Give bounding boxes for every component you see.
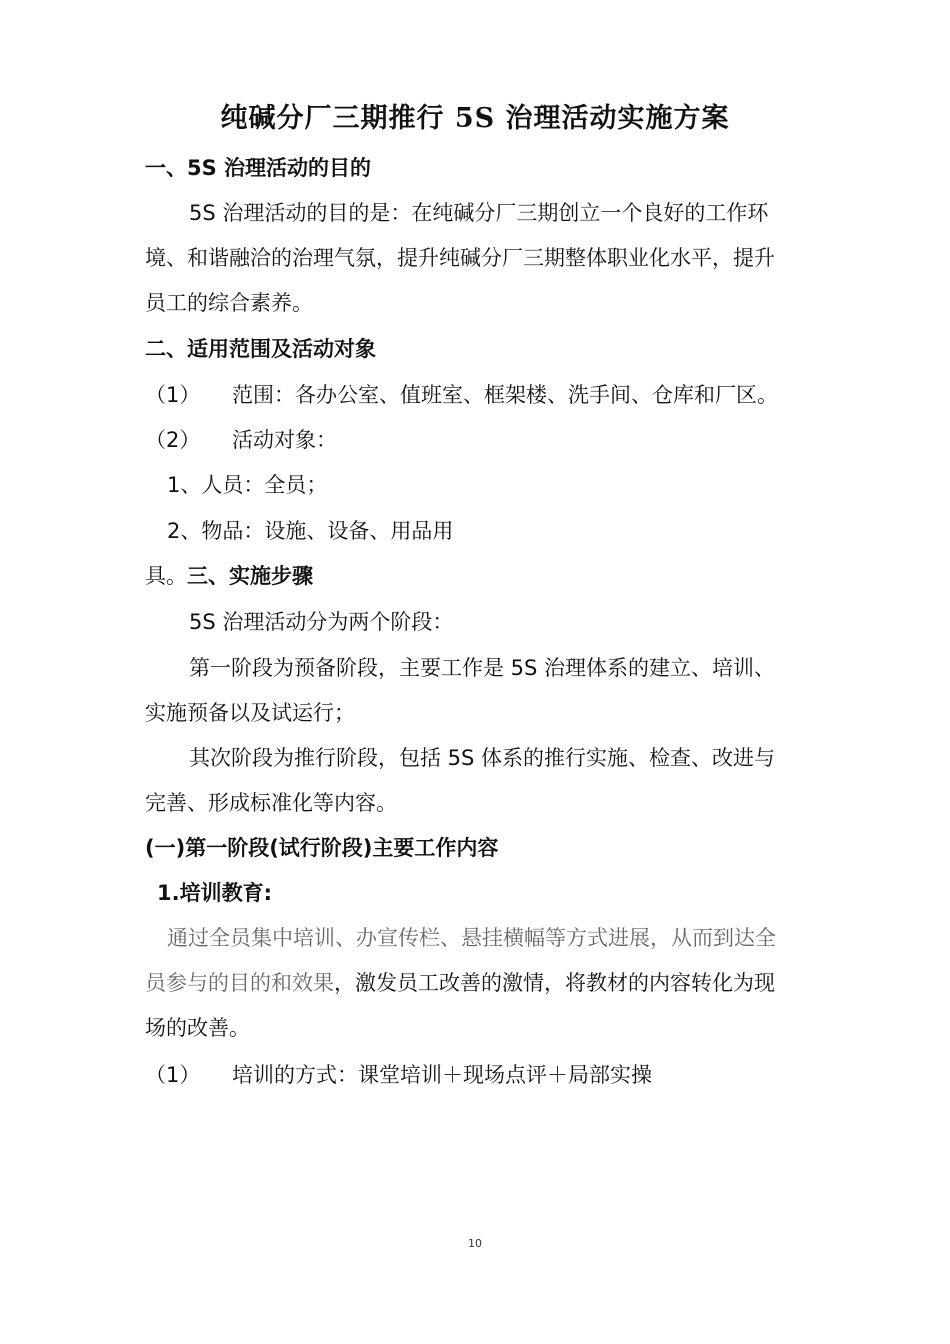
phase-1-heading: (一)第一阶段(试行阶段)主要工作内容 — [145, 836, 499, 860]
target-sub-item-goods: 2、物品：设施、设备、用品用 — [167, 519, 454, 543]
training-heading: 1.培训教育: — [157, 881, 272, 905]
target-sub-item-personnel: 1、人员：全员； — [167, 473, 328, 497]
training-method-text: 培训的方式：课堂培训＋现场点评＋局部实操 — [232, 1063, 652, 1087]
section-3-paragraph-3-line-1: 其次阶段为推行阶段，包括 5S 体系的推行实施、检查、改进与 — [189, 746, 776, 770]
section-3-paragraph-3-line-2: 完善、形成标准化等内容。 — [145, 791, 397, 815]
section-1-paragraph-line-2: 境、和谐融洽的治理气氛，提升纯碱分厂三期整体职业化水平，提升 — [145, 246, 775, 270]
section-1-heading: 一、5S 治理活动的目的 — [145, 156, 372, 180]
section-3-heading: 三、实施步骤 — [187, 564, 313, 588]
section-2-heading: 二、适用范围及活动对象 — [145, 337, 376, 361]
page-number: 10 — [468, 1237, 482, 1250]
training-paragraph-line-1: 通过全员集中培训、办宣传栏、悬挂横幅等方式进展，从而到达全 — [167, 926, 776, 950]
target-item — [145, 425, 825, 455]
scope-item-text: 范围：各办公室、值班室、框架楼、洗手间、仓库和厂区。 — [232, 383, 778, 407]
section-3-heading-line — [145, 561, 825, 591]
section-1-paragraph-line-3: 员工的综合素养。 — [145, 291, 313, 315]
section-3-paragraph-2-line-1: 第一阶段为预备阶段，主要工作是 5S 治理体系的建立、培训、 — [189, 656, 776, 680]
section-3-paragraph-1: 5S 治理活动分为两个阶段： — [189, 610, 454, 634]
training-paragraph-line-2 — [145, 968, 825, 998]
document-title: 纯碱分厂三期推行 5S 治理活动实施方案 — [220, 103, 730, 134]
target-item-text: 活动对象： — [232, 428, 337, 452]
training-method-number: （1） — [145, 1063, 201, 1087]
section-3-prefix: 具。 — [145, 564, 187, 588]
section-1-paragraph-line-1: 5S 治理活动的目的是：在纯碱分厂三期创立一个良好的工作环 — [189, 201, 769, 225]
scope-item-number: （1） — [145, 383, 201, 407]
training-paragraph-line-2-rest: ，激发员工改善的激情，将教材的内容转化为现 — [334, 971, 775, 995]
training-paragraph-line-3: 场的改善。 — [145, 1016, 250, 1040]
training-method-item — [145, 1060, 825, 1090]
training-paragraph-line-2-highlight: 员参与的目的和效果 — [145, 971, 334, 995]
target-item-number: （2） — [145, 428, 201, 452]
scope-item — [145, 380, 825, 410]
section-3-paragraph-2-line-2: 实施预备以及试运行； — [145, 701, 355, 725]
